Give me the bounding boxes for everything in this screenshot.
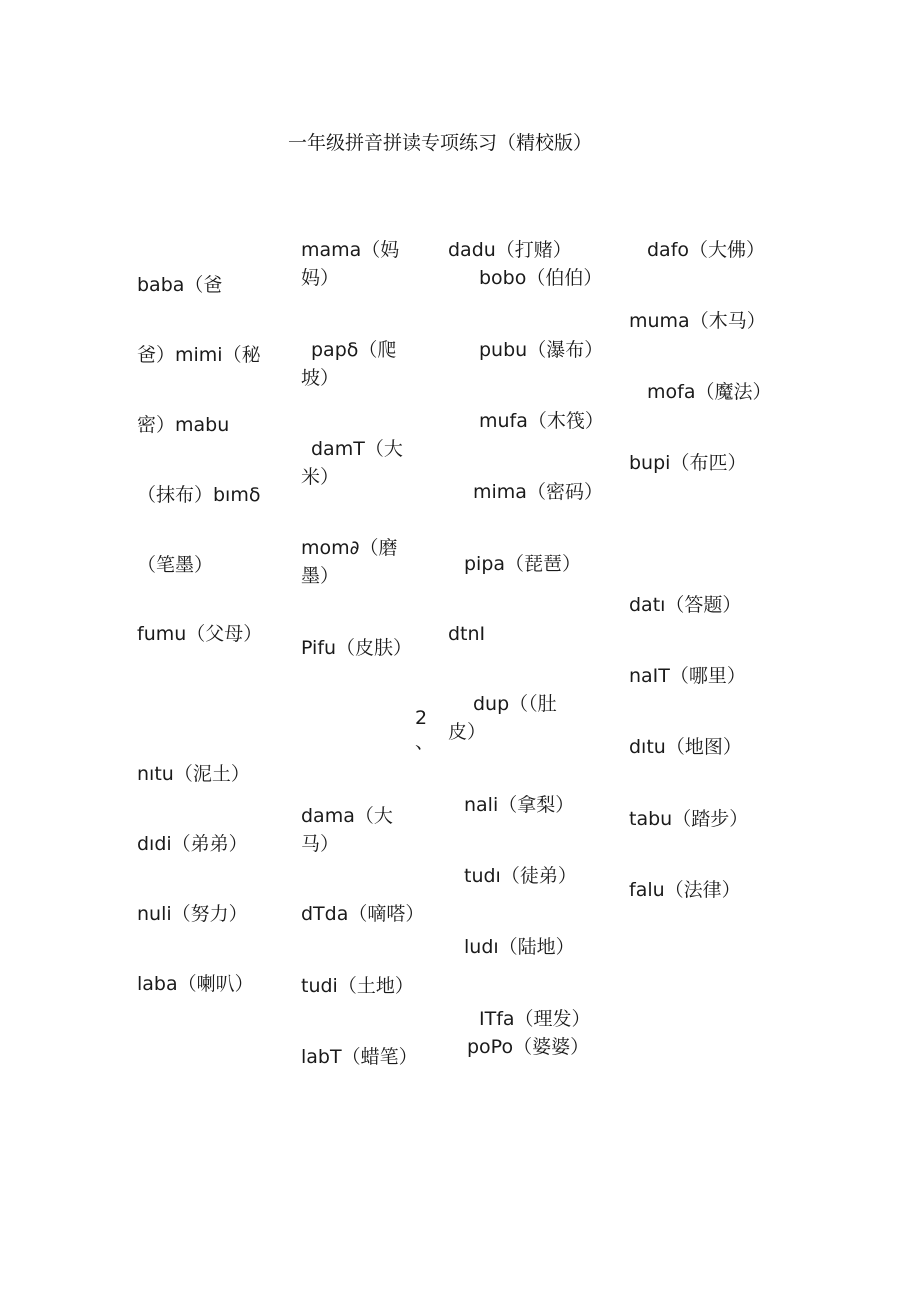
word-nali: nali（拿梨） xyxy=(464,794,575,816)
word-mofa: mofa（魔法） xyxy=(647,381,772,403)
word-mama-part1: mama（妈 xyxy=(301,239,400,261)
word-tudi-disciple: tudı（徒弟） xyxy=(464,865,577,887)
word-tudi: tudi（土地） xyxy=(301,975,414,997)
word-muma: muma（木马） xyxy=(629,310,766,332)
word-momo-part2: 墨） xyxy=(301,565,340,587)
word-dami-part2: 米） xyxy=(301,466,340,488)
word-bobo: bobo（伯伯） xyxy=(479,267,603,289)
word-pipa: pipa（琵琶） xyxy=(464,553,582,575)
word-dtni: dtnI xyxy=(448,623,486,645)
word-tabu: tabu（踏步） xyxy=(629,808,749,830)
section-number: 2 xyxy=(415,707,428,729)
word-papo-part2: 坡） xyxy=(301,367,340,389)
word-dami-part1: damT（大 xyxy=(311,438,403,460)
word-dati: datı（答题） xyxy=(629,594,742,616)
word-mabu-line: 密）mabu xyxy=(137,414,230,436)
word-bimo-line: （抹布）bımδ xyxy=(137,484,261,506)
word-laba: laba（喇叭） xyxy=(137,973,254,995)
word-ludi: ludı（陆地） xyxy=(464,936,575,958)
word-ditu: dıtu（地图） xyxy=(629,736,742,758)
word-mama-part2: 妈） xyxy=(301,267,340,289)
word-pubu: pubu（瀑布） xyxy=(479,339,604,361)
word-didi: dıdi（弟弟） xyxy=(137,833,248,855)
word-dama-part1: dama（大 xyxy=(301,805,393,827)
word-dadu: dadu（打赌） xyxy=(448,239,572,261)
word-falu: falu（法律） xyxy=(629,879,741,901)
page-title: 一年级拼音拼读专项练习（精校版） xyxy=(287,132,592,154)
word-mima: mima（密码） xyxy=(473,481,603,503)
word-nitu: nıtu（泥土） xyxy=(137,763,250,785)
word-dida: dTda（嘀嗒） xyxy=(301,903,425,925)
word-nali-where: naIT（哪里） xyxy=(629,665,746,687)
word-baba-part1: baba（爸 xyxy=(137,274,223,296)
section-mark: 、 xyxy=(415,731,435,753)
word-bimo-gloss: （笔墨） xyxy=(137,554,214,576)
word-mufa: mufa（木筏） xyxy=(479,410,604,432)
word-nuli: nuli（努力） xyxy=(137,903,248,925)
word-fumu: fumu（父母） xyxy=(137,623,263,645)
word-lifa: ITfa（理发） xyxy=(479,1008,591,1030)
word-pifu: Pifu（皮肤） xyxy=(301,637,413,659)
word-mimi-line: 爸）mimi（秘 xyxy=(137,344,261,366)
word-popo: poPo（婆婆） xyxy=(467,1036,590,1058)
word-labi: labT（蜡笔） xyxy=(301,1046,418,1068)
word-momo-part1: mom∂（磨 xyxy=(301,537,398,559)
word-dama-part2: 马） xyxy=(301,833,340,855)
word-papo-part1: papδ（爬 xyxy=(311,339,397,361)
word-bupi: bupi（布匹） xyxy=(629,452,747,474)
word-dupi-part1: dup（（肚 xyxy=(473,693,557,715)
word-dupi-part2: 皮） xyxy=(448,721,487,743)
word-dafo: dafo（大佛） xyxy=(647,239,766,261)
